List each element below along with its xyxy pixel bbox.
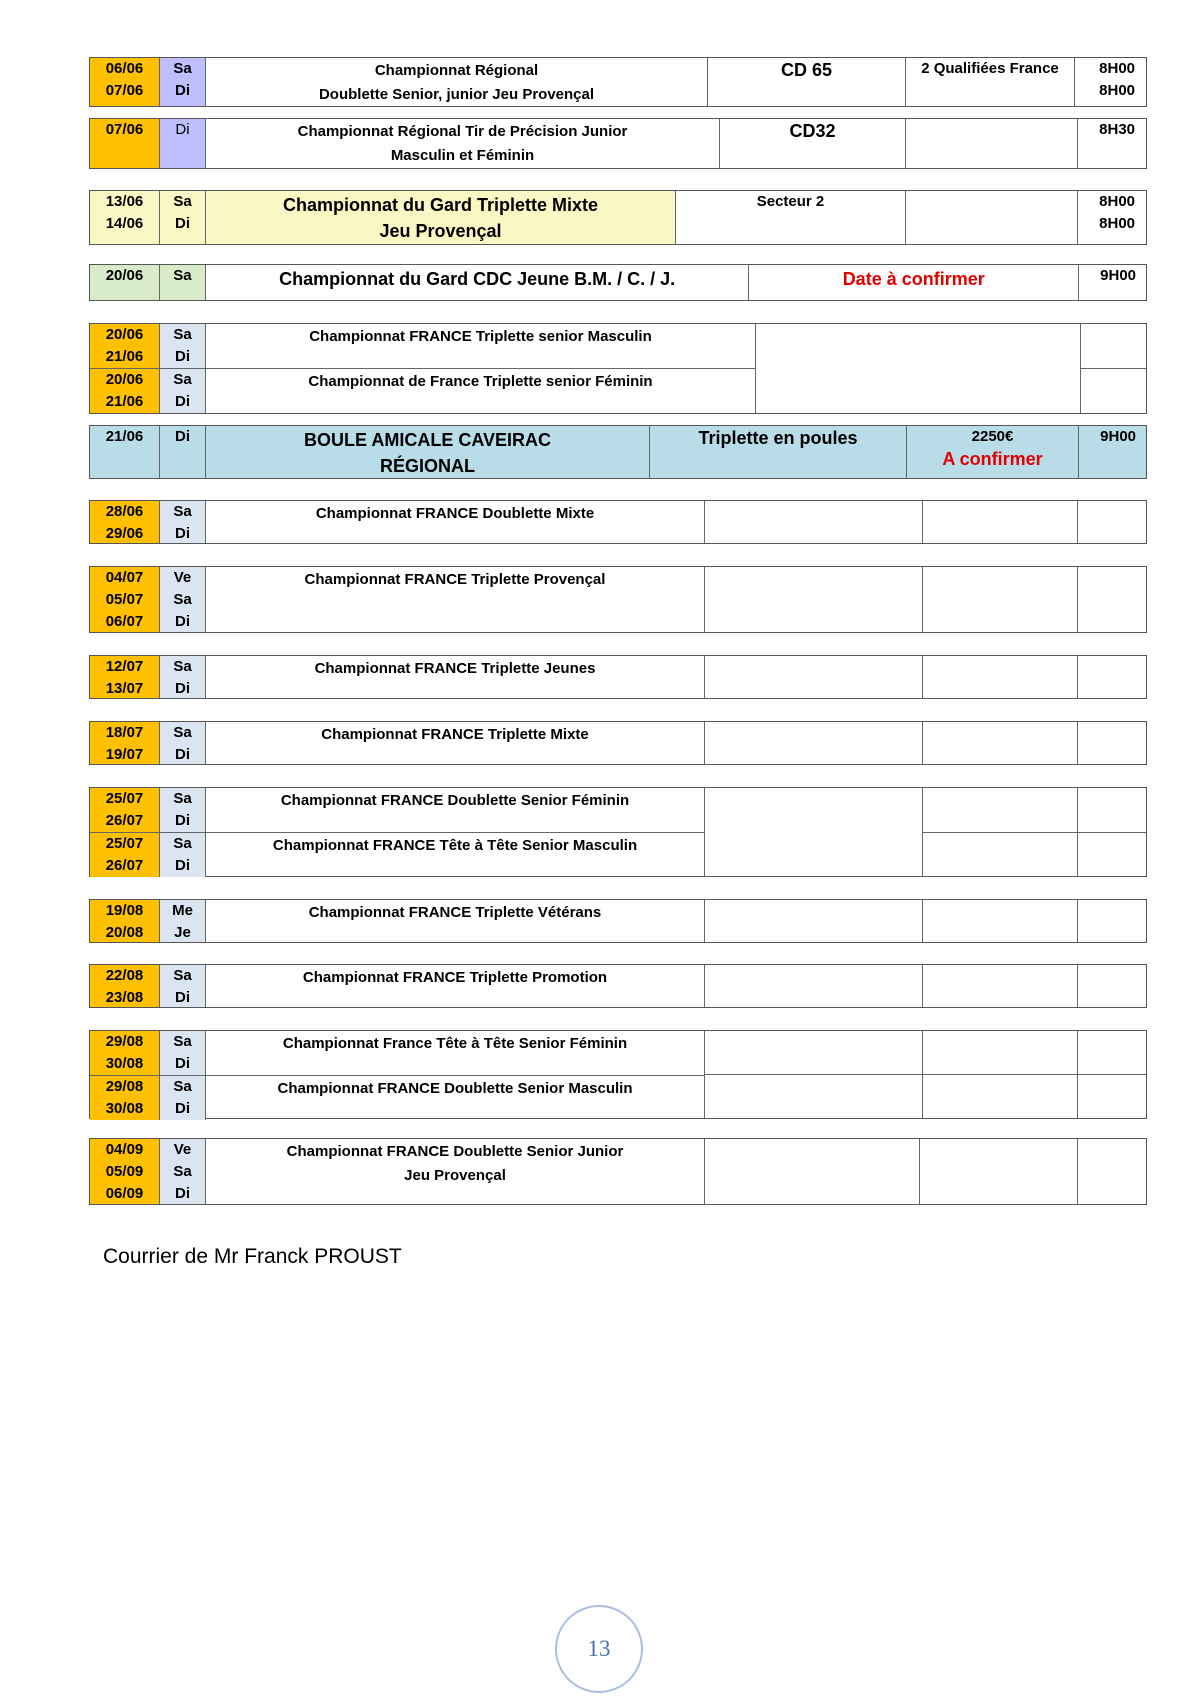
event-title-cell bbox=[206, 119, 720, 168]
day-cell bbox=[160, 722, 206, 764]
info-cell bbox=[906, 58, 1075, 106]
event-table-13 bbox=[89, 964, 1147, 1008]
time: 8H00 bbox=[1099, 193, 1135, 210]
day: Sa bbox=[173, 658, 192, 675]
day: Di bbox=[175, 393, 190, 410]
day-cell bbox=[160, 501, 206, 543]
day: Di bbox=[175, 1185, 190, 1202]
day-cell bbox=[160, 191, 206, 244]
day-cell bbox=[160, 324, 206, 368]
time-cell bbox=[1078, 656, 1146, 698]
event-title: Championnat FRANCE Triplette Vétérans bbox=[308, 904, 602, 921]
date: 23/08 bbox=[105, 989, 144, 1006]
event-title-cell bbox=[206, 965, 705, 1007]
day: Ve bbox=[173, 1141, 192, 1158]
event-title: Championnat FRANCE Doublette Senior Junior bbox=[286, 1143, 624, 1160]
day: Di bbox=[175, 680, 190, 697]
day-cell bbox=[160, 965, 206, 1007]
event-row bbox=[90, 788, 704, 832]
time-cell bbox=[1075, 58, 1145, 106]
day-cell bbox=[160, 1031, 206, 1075]
event-title: BOULE AMICALE CAVEIRAC bbox=[304, 430, 551, 450]
day: Sa bbox=[173, 1163, 192, 1180]
date: 06/06 bbox=[105, 60, 144, 77]
event-title: Championnat FRANCE Triplette Mixte bbox=[321, 726, 589, 743]
event-title-cell bbox=[206, 426, 650, 478]
day: Sa bbox=[173, 193, 192, 210]
date: 29/08 bbox=[105, 1033, 144, 1050]
event-title: Masculin et Féminin bbox=[390, 147, 535, 164]
day-cell bbox=[160, 58, 206, 106]
time-cell bbox=[1078, 900, 1146, 942]
organizer: CD32 bbox=[789, 121, 836, 141]
event-title-cell bbox=[206, 265, 749, 300]
info-cell bbox=[923, 501, 1078, 543]
event-row bbox=[90, 832, 704, 877]
info-cell bbox=[906, 191, 1078, 244]
date-cell bbox=[90, 426, 160, 478]
event-row bbox=[90, 368, 755, 413]
event-table-8 bbox=[89, 566, 1147, 633]
event-title: Championnat FRANCE Tête à Tête Senior Masculin bbox=[272, 837, 638, 854]
date: 19/08 bbox=[105, 902, 144, 919]
event-title: Championnat du Gard CDC Jeune B.M. / C. / J. bbox=[279, 269, 676, 289]
date: 30/08 bbox=[105, 1055, 144, 1072]
organizer-cell bbox=[705, 788, 923, 876]
date-cell bbox=[90, 722, 160, 764]
day: Di bbox=[175, 348, 190, 365]
date: 04/07 bbox=[105, 569, 144, 586]
date: 20/08 bbox=[105, 924, 144, 941]
event-title-cell bbox=[206, 788, 704, 832]
date: 07/06 bbox=[105, 121, 144, 138]
page-number-text: 13 bbox=[587, 1636, 611, 1661]
event-title-cell bbox=[206, 722, 705, 764]
event-title-cell bbox=[206, 833, 704, 877]
day: Sa bbox=[173, 1033, 192, 1050]
day: Di bbox=[175, 428, 190, 445]
event-row bbox=[90, 324, 755, 368]
day: Je bbox=[174, 924, 191, 941]
date: 05/07 bbox=[105, 591, 144, 608]
event-title: Championnat FRANCE Doublette Senior Masculin bbox=[277, 1080, 633, 1097]
date-cell bbox=[90, 501, 160, 543]
date-cell bbox=[90, 324, 160, 368]
day-cell bbox=[160, 788, 206, 832]
day: Sa bbox=[173, 503, 192, 520]
event-row bbox=[90, 1031, 704, 1075]
organizer-cell bbox=[705, 1139, 920, 1204]
day: Ve bbox=[173, 569, 192, 586]
info-cell bbox=[923, 788, 1078, 876]
event-title-cell bbox=[206, 1031, 704, 1075]
date: 30/08 bbox=[105, 1100, 144, 1117]
organizer: CD 65 bbox=[780, 60, 833, 80]
date: 25/07 bbox=[105, 835, 144, 852]
organizer-cell bbox=[705, 722, 923, 764]
date: 06/09 bbox=[105, 1185, 144, 1202]
event-title: Championnat FRANCE Doublette Senior Féminin bbox=[280, 792, 630, 809]
date: 21/06 bbox=[105, 393, 144, 410]
format: Triplette en poules bbox=[698, 428, 858, 448]
event-title: Championnat Régional bbox=[374, 62, 539, 79]
day: Di bbox=[175, 525, 190, 542]
date-cell bbox=[90, 1139, 160, 1204]
day: Di bbox=[175, 812, 190, 829]
event-title: Championnat FRANCE Doublette Mixte bbox=[315, 505, 595, 522]
time-cell bbox=[1081, 324, 1146, 413]
info-cell bbox=[923, 1031, 1078, 1118]
date-cell bbox=[90, 656, 160, 698]
event-table-15 bbox=[89, 1138, 1147, 1205]
event-table-7 bbox=[89, 500, 1147, 544]
organizer-cell bbox=[708, 58, 906, 106]
info-cell bbox=[923, 567, 1078, 632]
day: Sa bbox=[173, 591, 192, 608]
date-cell bbox=[90, 1076, 160, 1120]
day: Sa bbox=[173, 835, 192, 852]
date: 29/08 bbox=[105, 1078, 144, 1095]
event-table-14 bbox=[89, 1030, 1147, 1119]
day: Di bbox=[175, 857, 190, 874]
info-cell bbox=[906, 119, 1078, 168]
day: Sa bbox=[173, 371, 192, 388]
time-cell bbox=[1078, 965, 1146, 1007]
time-cell bbox=[1078, 1031, 1146, 1118]
organizer-cell bbox=[756, 324, 1081, 413]
event-title: Doublette Senior, junior Jeu Provençal bbox=[318, 86, 595, 103]
date-cell bbox=[90, 965, 160, 1007]
day-cell bbox=[160, 656, 206, 698]
event-title-cell bbox=[206, 191, 676, 244]
event-table-6 bbox=[89, 425, 1147, 479]
organizer-cell bbox=[705, 1031, 923, 1118]
date: 26/07 bbox=[105, 812, 144, 829]
event-title-cell bbox=[206, 324, 755, 368]
day: Sa bbox=[173, 267, 192, 284]
date: 25/07 bbox=[105, 790, 144, 807]
day: Di bbox=[175, 82, 190, 99]
date-cell bbox=[90, 58, 160, 106]
organizer-cell bbox=[705, 501, 923, 543]
event-title: Championnat FRANCE Triplette senior Masculin bbox=[309, 328, 652, 345]
date: 29/06 bbox=[105, 525, 144, 542]
day-cell bbox=[160, 1139, 206, 1204]
date-cell bbox=[90, 900, 160, 942]
event-title-cell bbox=[206, 1076, 704, 1120]
day: Di bbox=[175, 1055, 190, 1072]
day: Sa bbox=[173, 967, 192, 984]
day: Di bbox=[175, 121, 190, 138]
event-table-4 bbox=[89, 264, 1147, 301]
event-title: Championnat du Gard Triplette Mixte bbox=[282, 195, 599, 215]
event-title: Jeu Provençal bbox=[404, 1167, 506, 1184]
event-title-cell bbox=[206, 58, 708, 106]
organizer: Secteur 2 bbox=[756, 193, 825, 210]
info-cell bbox=[923, 900, 1078, 942]
time-cell bbox=[1078, 722, 1146, 764]
day: Sa bbox=[173, 790, 192, 807]
prize-cell bbox=[907, 426, 1079, 478]
prize: 2250€ bbox=[971, 428, 1014, 445]
date: 20/06 bbox=[105, 267, 144, 284]
date-cell bbox=[90, 369, 160, 413]
date-cell bbox=[90, 191, 160, 244]
info-cell bbox=[923, 965, 1078, 1007]
organizer-cell bbox=[705, 900, 923, 942]
event-table-2 bbox=[89, 118, 1147, 169]
time-cell bbox=[1078, 191, 1145, 244]
event-title: Championnat Régional Tir de Précision Junior bbox=[297, 123, 628, 140]
event-title: Championnat FRANCE Triplette Provençal bbox=[304, 571, 606, 588]
event-title-cell bbox=[206, 501, 705, 543]
event-title-cell bbox=[206, 1139, 705, 1204]
day: Sa bbox=[173, 60, 192, 77]
day-cell bbox=[160, 265, 206, 300]
time: 8H00 bbox=[1099, 60, 1135, 77]
event-title: Championnat FRANCE Triplette Jeunes bbox=[314, 660, 596, 677]
date: 20/06 bbox=[105, 371, 144, 388]
day-cell bbox=[160, 567, 206, 632]
date: 22/08 bbox=[105, 967, 144, 984]
day: Sa bbox=[173, 1078, 192, 1095]
event-title: Championnat France Tête à Tête Senior Féminin bbox=[282, 1035, 628, 1052]
info-cell bbox=[923, 656, 1078, 698]
day: Me bbox=[172, 902, 193, 919]
footer-note: Courrier de Mr Franck PROUST bbox=[103, 1245, 402, 1268]
date: 06/07 bbox=[105, 613, 144, 630]
day-cell bbox=[160, 900, 206, 942]
event-title-cell bbox=[206, 900, 705, 942]
time-cell bbox=[1078, 1139, 1146, 1204]
event-table-5 bbox=[89, 323, 1147, 414]
time-cell bbox=[1079, 265, 1146, 300]
date: 28/06 bbox=[105, 503, 144, 520]
organizer-cell bbox=[705, 567, 923, 632]
event-title: Jeu Provençal bbox=[379, 221, 502, 241]
day-cell bbox=[160, 833, 206, 877]
event-title: Championnat de France Triplette senior Féminin bbox=[308, 373, 653, 390]
organizer-cell bbox=[705, 965, 923, 1007]
date: 14/06 bbox=[105, 215, 144, 232]
day-cell bbox=[160, 369, 206, 413]
format-cell bbox=[650, 426, 907, 478]
day-cell bbox=[160, 426, 206, 478]
day: Sa bbox=[173, 326, 192, 343]
day-cell bbox=[160, 119, 206, 168]
event-title-cell bbox=[206, 369, 755, 413]
date: 20/06 bbox=[105, 326, 144, 343]
time: 9H00 bbox=[1100, 428, 1136, 445]
day-cell bbox=[160, 1076, 206, 1120]
day: Sa bbox=[173, 724, 192, 741]
event-table-3 bbox=[89, 190, 1147, 245]
date-to-confirm: Date à confirmer bbox=[842, 269, 985, 289]
date: 21/06 bbox=[105, 428, 144, 445]
day: Di bbox=[175, 989, 190, 1006]
date-cell bbox=[90, 788, 160, 832]
page-number bbox=[555, 1605, 643, 1693]
day: Di bbox=[175, 215, 190, 232]
date: 18/07 bbox=[105, 724, 144, 741]
time-cell bbox=[1079, 426, 1146, 478]
time: 9H00 bbox=[1100, 267, 1137, 284]
day: Di bbox=[175, 746, 190, 763]
date-cell bbox=[90, 833, 160, 877]
time-cell bbox=[1078, 119, 1145, 168]
info-cell bbox=[920, 1139, 1078, 1204]
to-confirm: A confirmer bbox=[942, 449, 1043, 469]
organizer-cell bbox=[705, 656, 923, 698]
organizer-cell bbox=[720, 119, 906, 168]
info: 2 Qualifiées France bbox=[921, 60, 1059, 77]
event-title: Championnat FRANCE Triplette Promotion bbox=[302, 969, 608, 986]
time-cell bbox=[1078, 501, 1146, 543]
organizer-cell bbox=[676, 191, 906, 244]
organizer-cell bbox=[749, 265, 1079, 300]
event-table-12 bbox=[89, 899, 1147, 943]
date: 26/07 bbox=[105, 857, 144, 874]
event-table-11 bbox=[89, 787, 1147, 877]
day: Di bbox=[175, 613, 190, 630]
date-cell bbox=[90, 265, 160, 300]
date: 07/06 bbox=[105, 82, 144, 99]
time: 8H30 bbox=[1099, 121, 1135, 138]
time-cell bbox=[1078, 567, 1146, 632]
date: 12/07 bbox=[105, 658, 144, 675]
date-cell bbox=[90, 567, 160, 632]
event-table-10 bbox=[89, 721, 1147, 765]
time: 8H00 bbox=[1099, 82, 1135, 99]
date: 19/07 bbox=[105, 746, 144, 763]
date: 13/06 bbox=[105, 193, 144, 210]
info-cell bbox=[923, 722, 1078, 764]
date-cell bbox=[90, 119, 160, 168]
date: 04/09 bbox=[105, 1141, 144, 1158]
time: 8H00 bbox=[1099, 215, 1135, 232]
event-row bbox=[90, 1075, 704, 1120]
event-title-cell bbox=[206, 656, 705, 698]
time-cell bbox=[1078, 788, 1146, 876]
event-table-9 bbox=[89, 655, 1147, 699]
date: 21/06 bbox=[105, 348, 144, 365]
date: 13/07 bbox=[105, 680, 144, 697]
event-title-cell bbox=[206, 567, 705, 632]
date: 05/09 bbox=[105, 1163, 144, 1180]
event-table-1 bbox=[89, 57, 1147, 107]
event-title: RÉGIONAL bbox=[379, 456, 475, 476]
date-cell bbox=[90, 1031, 160, 1075]
day: Di bbox=[175, 1100, 190, 1117]
